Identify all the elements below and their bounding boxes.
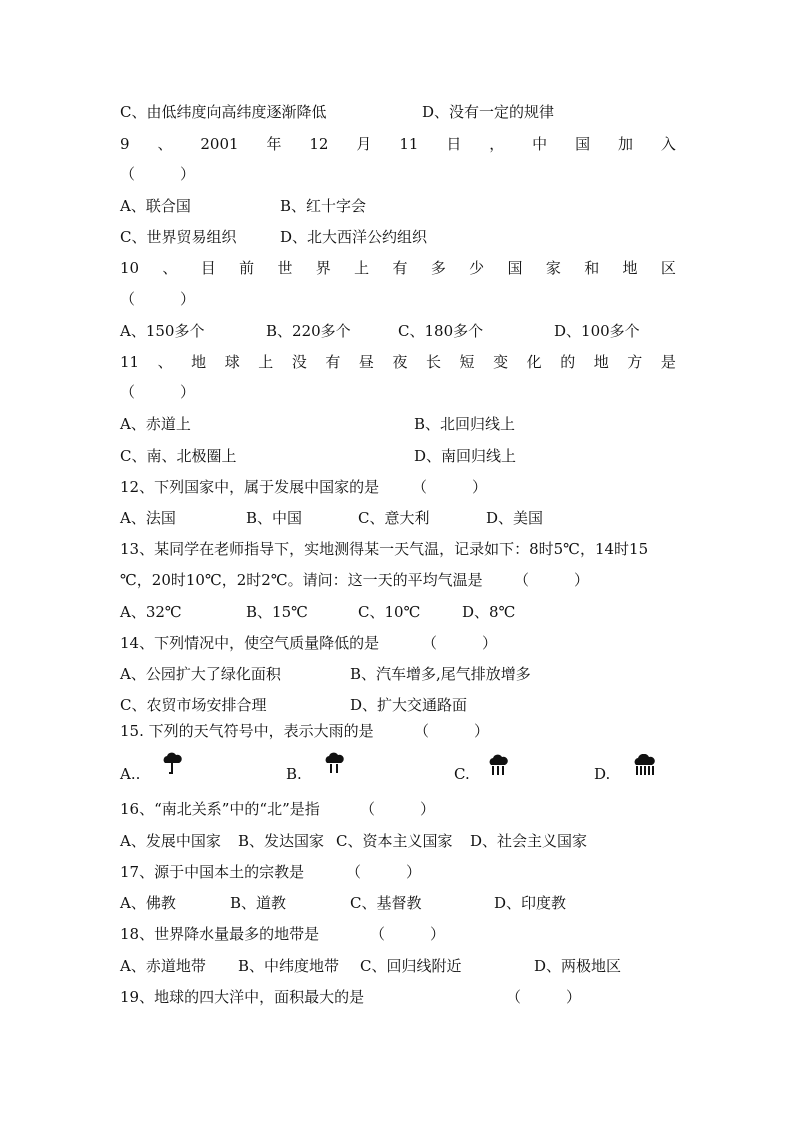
q9-stem-token: 日 <box>446 135 462 153</box>
q18-option-b: B、中纬度地带 <box>238 957 340 975</box>
q10-stem-token: 有 <box>392 259 408 277</box>
q16-option-d: D、社会主义国家 <box>470 832 588 850</box>
q11-stem-token: 地 <box>191 353 207 371</box>
q14-option-d: D、扩大交通路面 <box>350 696 468 714</box>
q15-stem: 15. 下列的天气符号中，表示大雨的是 <box>120 722 374 740</box>
q10-stem <box>120 258 676 278</box>
q9-stem-token: 、 <box>157 135 173 153</box>
q11-stem-token: 、 <box>157 353 173 371</box>
q9-option-b: B、红十字会 <box>280 197 367 215</box>
q11-option-c: C、南、北极圈上 <box>120 447 237 465</box>
q10-stem-token: 上 <box>354 259 370 277</box>
q9-stem-token: 加 <box>618 135 634 153</box>
q10-option-c: C、180多个 <box>398 322 484 340</box>
q13-answer-paren: （ ） <box>514 571 590 589</box>
q13-option-a: A、32℃ <box>120 603 182 621</box>
q9-stem-token: 入 <box>660 135 676 153</box>
q15-option-c-label: C. <box>454 765 470 783</box>
moderate-rain-icon <box>322 752 346 778</box>
q15-option-d-label: D. <box>594 765 611 783</box>
q10-option-d: D、100多个 <box>554 322 640 340</box>
q17-option-d: D、印度教 <box>494 894 567 912</box>
q18-answer-paren: （ ） <box>370 925 446 943</box>
q9-option-d: D、北大西洋公约组织 <box>280 228 428 246</box>
q11-stem-token: 方 <box>627 353 643 371</box>
q13-option-b: B、15℃ <box>246 603 308 621</box>
q9-stem-token: 11 <box>399 135 419 153</box>
q10-stem-token: 界 <box>315 259 331 277</box>
q12-answer-paren: （ ） <box>412 478 488 496</box>
q14-option-c: C、农贸市场安排合理 <box>120 696 267 714</box>
q10-stem-token: 10 <box>120 259 140 277</box>
q10-stem-token: 区 <box>660 259 676 277</box>
q19-stem: 19、地球的四大洋中，面积最大的是 <box>120 988 365 1006</box>
q17-stem: 17、源于中国本土的宗教是 <box>120 863 305 881</box>
q9-stem-token: 9 <box>120 135 130 153</box>
q9-stem-token: ， <box>489 135 505 153</box>
q11-stem-token: 上 <box>258 353 274 371</box>
q15-option-b-label: B. <box>286 765 302 783</box>
q9-stem-token: 2001 <box>200 135 239 153</box>
q16-option-c: C、资本主义国家 <box>336 832 453 850</box>
q14-answer-paren: （ ） <box>422 634 498 652</box>
q10-option-b: B、220多个 <box>266 322 351 340</box>
q10-stem-token: 世 <box>277 259 293 277</box>
q8-option-d: D、没有一定的规律 <box>422 103 555 121</box>
q12-stem: 12、下列国家中，属于发展中国家的是 <box>120 478 380 496</box>
q11-stem-token: 是 <box>660 353 676 371</box>
q12-option-d: D、美国 <box>486 509 544 527</box>
q18-option-d: D、两极地区 <box>534 957 622 975</box>
q16-option-b: B、发达国家 <box>238 832 325 850</box>
q9-option-c: C、世界贸易组织 <box>120 228 237 246</box>
rainstorm-icon <box>632 754 656 780</box>
q12-option-c: C、意大利 <box>358 509 430 527</box>
q8-option-c: C、由低纬度向高纬度逐渐降低 <box>120 103 327 121</box>
q11-option-a: A、赤道上 <box>120 415 191 433</box>
q16-stem: 16、“南北关系”中的“北”是指 <box>120 800 320 818</box>
q16-answer-paren: （ ） <box>360 800 436 818</box>
q10-option-a: A、150多个 <box>120 322 205 340</box>
q14-stem: 14、下列情况中，使空气质量降低的是 <box>120 634 380 652</box>
q10-answer-paren: （ ） <box>120 290 196 308</box>
q10-stem-token: 地 <box>622 259 638 277</box>
q10-stem-token: 前 <box>239 259 255 277</box>
q14-option-b: B、汽车增多,尾气排放增多 <box>350 665 531 683</box>
q18-option-a: A、赤道地带 <box>120 957 206 975</box>
q15-options <box>120 764 676 786</box>
q11-stem-token: 没 <box>291 353 307 371</box>
light-rain-icon <box>160 752 184 778</box>
q10-stem-token: 家 <box>545 259 561 277</box>
q10-stem-token: 、 <box>162 259 178 277</box>
q11-stem-token: 有 <box>325 353 341 371</box>
q17-answer-paren: （ ） <box>346 863 422 881</box>
q12-option-b: B、中国 <box>246 509 303 527</box>
q18-stem: 18、世界降水量最多的地带是 <box>120 925 320 943</box>
q16-option-a: A、发展中国家 <box>120 832 221 850</box>
q17-option-b: B、道教 <box>230 894 287 912</box>
q13-stem: ℃，20时10℃，2时2℃。请问：这一天的平均气温是 <box>120 571 483 589</box>
q9-stem-token: 年 <box>266 135 282 153</box>
q9-stem-token: 12 <box>309 135 329 153</box>
q11-stem-token: 长 <box>426 353 442 371</box>
q10-stem-token: 多 <box>430 259 446 277</box>
q11-stem-token: 化 <box>526 353 542 371</box>
q11-stem-token: 短 <box>459 353 475 371</box>
q11-stem-token: 地 <box>593 353 609 371</box>
q9-option-a: A、联合国 <box>120 197 191 215</box>
q19-answer-paren: （ ） <box>506 988 582 1006</box>
q15-option-a-label: A.. <box>120 765 141 783</box>
q9-stem-token: 国 <box>575 135 591 153</box>
q9-answer-paren: （ ） <box>120 165 196 183</box>
q11-stem-token: 的 <box>560 353 576 371</box>
q9-stem-token: 中 <box>532 135 548 153</box>
q17-option-a: A、佛教 <box>120 894 176 912</box>
q9-stem <box>120 134 676 154</box>
q18-option-c: C、回归线附近 <box>360 957 462 975</box>
q11-stem-token: 变 <box>493 353 509 371</box>
q11-stem-token: 球 <box>224 353 240 371</box>
q11-option-b: B、北回归线上 <box>414 415 516 433</box>
q17-option-c: C、基督教 <box>350 894 422 912</box>
q15-answer-paren: （ ） <box>414 722 490 740</box>
q13-option-c: C、10℃ <box>358 603 421 621</box>
q11-option-d: D、南回归线上 <box>414 447 517 465</box>
q10-stem-token: 和 <box>584 259 600 277</box>
q13-stem-line1: 13、某同学在老师指导下，实地测得某一天气温，记录如下：8时5℃，14时15 <box>120 540 649 558</box>
q10-stem-token: 国 <box>507 259 523 277</box>
q11-stem-token: 11 <box>120 353 140 371</box>
q10-stem-token: 少 <box>469 259 485 277</box>
heavy-rain-icon <box>486 754 510 780</box>
q11-stem-token: 昼 <box>358 353 374 371</box>
q11-answer-paren: （ ） <box>120 383 196 401</box>
q13-option-d: D、8℃ <box>462 603 516 621</box>
q14-option-a: A、公园扩大了绿化面积 <box>120 665 281 683</box>
q9-stem-token: 月 <box>356 135 372 153</box>
q11-stem-token: 夜 <box>392 353 408 371</box>
q11-stem <box>120 352 676 372</box>
q10-stem-token: 目 <box>200 259 216 277</box>
q12-option-a: A、法国 <box>120 509 176 527</box>
